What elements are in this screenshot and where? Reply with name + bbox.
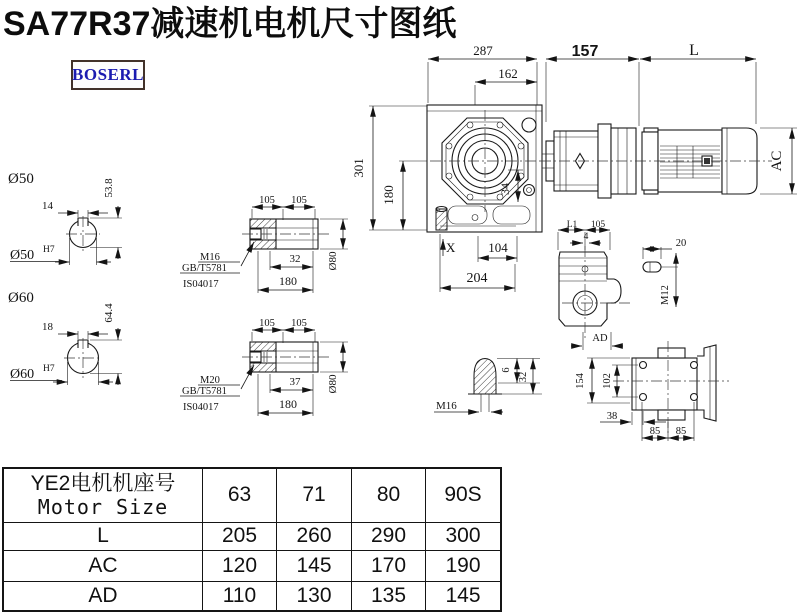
hs1-length: 180 (279, 274, 297, 288)
bv-dim-154: 154 (575, 373, 586, 389)
sv-dim-4: 4 (583, 232, 589, 242)
hollow-shaft-1 (180, 195, 348, 293)
col-header-63: 63 (203, 469, 277, 523)
solid-shaft-section-50 (8, 171, 122, 265)
sv-dim-L1: L1 (566, 220, 578, 230)
value-AD-63: 110 (203, 582, 277, 610)
gearbox-front-view (427, 105, 542, 232)
tip-thread-M16: M16 (436, 400, 457, 412)
mounting-face-view (575, 341, 729, 441)
motor-size-table (2, 467, 502, 612)
sv-dim-AD: AD (592, 333, 608, 344)
brand-logo-text: BOSERL (72, 65, 144, 84)
dim-AC: AC (769, 150, 785, 172)
table-header-en: Motor Size (37, 495, 169, 520)
key-profile (643, 262, 661, 272)
value-L-80: 290 (352, 523, 426, 551)
table-header-cell (4, 469, 203, 523)
value-L-63: 205 (203, 523, 277, 551)
dim-157: 157 (571, 43, 599, 60)
hollow-shaft-2 (180, 318, 348, 416)
dim-162: 162 (498, 66, 518, 81)
gearbox-side-view (558, 220, 686, 350)
table-header-cn: YE2电机机座号 (30, 471, 176, 495)
col-header-90S: 90S (426, 469, 500, 523)
bv-dim-102: 102 (602, 373, 613, 389)
dim-301: 301 (351, 158, 366, 178)
value-AD-80: 135 (352, 582, 426, 610)
shaft50-fit: Ø50 (10, 248, 35, 263)
dim-104: 104 (488, 240, 508, 255)
dim-204: 204 (466, 271, 488, 286)
bv-dim-85b: 85 (675, 426, 687, 437)
shaft60-key-width: 18 (42, 321, 53, 333)
bv-dim-38: 38 (606, 411, 618, 422)
shaft50-title: Ø50 (8, 171, 34, 187)
sv-dim-105: 105 (590, 220, 606, 230)
sv-thread-M12: M12 (660, 285, 671, 305)
shaft60-fit: Ø60 (10, 367, 35, 382)
value-AC-71: 145 (277, 551, 352, 582)
row-label-AD: AD (4, 582, 203, 610)
hs1-standard: GB/T5781 (182, 263, 227, 274)
hs1-iso: IS04017 (183, 279, 219, 290)
dim-34: 34 (498, 183, 512, 195)
hs2-iso: IS04017 (183, 402, 219, 413)
row-label-L: L (4, 523, 203, 551)
dim-L: L (689, 42, 699, 59)
brand-logo (71, 60, 145, 90)
hs1-dia: Ø80 (327, 251, 339, 271)
hs2-length: 180 (279, 397, 297, 411)
shaft50-key-height: 53.8 (103, 178, 115, 198)
shaft60-key-height: 64.4 (103, 303, 115, 323)
hs2-dia: Ø80 (327, 374, 339, 394)
value-AD-71: 130 (277, 582, 352, 610)
sv-dim-20: 20 (675, 238, 687, 249)
x-ref-label: X (446, 240, 456, 255)
hs1-depth: 32 (289, 253, 301, 265)
value-AC-80: 170 (352, 551, 426, 582)
value-L-71: 260 (277, 523, 352, 551)
page-title: SA77R37减速机电机尺寸图纸 (3, 5, 457, 43)
dim-287: 287 (473, 43, 493, 58)
shaft60-title: Ø60 (8, 290, 34, 306)
oil-plug (436, 209, 447, 230)
col-header-71: 71 (277, 469, 352, 523)
tip-dim-32: 32 (518, 371, 529, 383)
value-AD-90S: 145 (445, 583, 481, 607)
hs1-dim-105b: 105 (291, 195, 307, 206)
hs2-depth: 37 (289, 376, 301, 388)
hs2-dim-105b: 105 (291, 318, 307, 329)
shaft60-tolerance: H7 (43, 364, 55, 374)
row-label-AC: AC (4, 551, 203, 582)
shaft50-tolerance: H7 (43, 245, 55, 255)
bv-dim-85a: 85 (649, 426, 661, 437)
value-L-90S: 300 (426, 523, 500, 551)
hs1-dim-105a: 105 (259, 195, 275, 206)
ac-dimension (760, 128, 797, 194)
solid-shaft-section-60 (8, 290, 122, 385)
dim-180: 180 (381, 185, 396, 205)
hs2-standard: GB/T5781 (182, 386, 227, 397)
tip-dim-6: 6 (501, 367, 512, 373)
shaft-tip-detail (434, 359, 542, 413)
hs2-dim-105a: 105 (259, 318, 275, 329)
shaft50-key-width: 14 (42, 200, 53, 212)
value-AC-90S: 190 (426, 551, 500, 582)
value-AC-63: 120 (203, 551, 277, 582)
col-header-80: 80 (352, 469, 426, 523)
hs1-thread: M16 (200, 252, 220, 263)
hs2-thread: M20 (200, 375, 220, 386)
